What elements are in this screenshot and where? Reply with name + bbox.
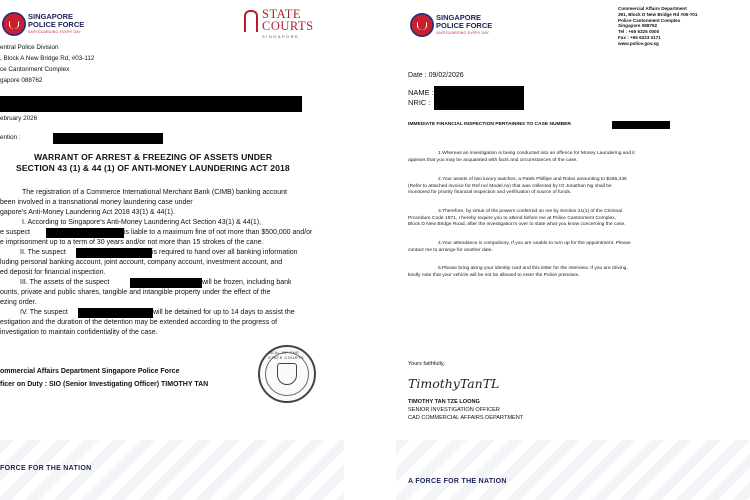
warrant-text: IV. The suspect <box>20 309 68 316</box>
nric-label: NRIC : <box>408 98 431 107</box>
closing-line: Yours faithfully, <box>408 361 445 367</box>
police-crest-icon <box>2 12 26 36</box>
force-slogan: FORCE FOR THE NATION <box>0 465 92 472</box>
letter-paragraph: 2.Your assets of two luxury watches, a Patek Phillipe and Rolex amounting to $266,435 (Refer to attached invoice for Ref.no/ Model.no) that was collected by IO Jonathan Ng shall be monitored for priority financial inspection and verification of source of funds. <box>408 177 627 195</box>
redaction-bar <box>612 121 670 129</box>
warrant-text: ed deposit for financial inspection. <box>0 269 106 276</box>
courts-arch-icon <box>244 10 258 32</box>
courts-logo-sub: SINGAPORE <box>262 34 300 39</box>
agency-tagline: SAFEGUARDING EVERY DAY <box>436 31 490 35</box>
redaction-bar <box>53 133 163 144</box>
redaction-bar <box>434 86 524 110</box>
agency-name: SINGAPORE POLICE FORCE <box>28 12 85 29</box>
warrant-text: e suspect <box>0 229 30 236</box>
warrant-text: estigation and the duration of the detention may be extended according to the progress of <box>0 319 278 326</box>
warrant-text: e imprisonment up to a term of 30 years and/or not more than 15 strokes of the cane. <box>0 239 264 246</box>
department-signoff: ommercial Affairs Department Singapore Police Force <box>0 368 180 375</box>
warrant-title: WARRANT OF ARREST & FREEZING OF ASSETS UNDER <box>34 152 273 162</box>
attention-label: ention : <box>0 134 21 141</box>
redaction-bar <box>130 278 202 288</box>
letter-subject: IMMEDIATE FINANCIAL INSPECTION PERTAINING TO CASE NUMBER <box>408 122 571 127</box>
police-crest-icon <box>410 13 434 37</box>
agency-tagline: SAFEGUARDING EVERY DAY <box>28 30 82 34</box>
warrant-text: II. The suspect <box>20 249 66 256</box>
letter-date: ebruary 2026 <box>0 115 38 122</box>
warrant-text: ounts, private and public shares, tangible and intangible property under the effect of the <box>0 289 271 296</box>
officer-on-duty: ficer on Duty : SIO (Senior Investigating Officer) TIMOTHY TAN <box>0 381 209 388</box>
warrant-text: investigation to maintain confidentiality of the case. <box>0 329 158 336</box>
sender-address-line: gapore 088762 <box>0 77 43 84</box>
warrant-letter-page <box>0 0 344 500</box>
redaction-bar <box>0 96 302 112</box>
letter-paragraph: 1.Whereas an investigation is being conducted into an offence for Money Laundering and it appears that you may be acquainted with facts and circumstances of the case. <box>408 151 635 163</box>
name-label: NAME : <box>408 88 434 97</box>
warrant-text: is required to hand over all banking information <box>152 249 298 256</box>
agency-name: SINGAPORE POLICE FORCE <box>436 13 493 30</box>
redaction-bar <box>76 248 152 258</box>
warrant-text: ezing order. <box>0 299 37 306</box>
courts-logo-title: STATE COURTS <box>262 7 314 33</box>
inspection-letter-page <box>396 0 750 500</box>
redaction-bar <box>78 308 153 318</box>
seal-text: SEAL OF THE STATE COURTS <box>268 350 305 360</box>
letter-paragraph: 4.Your attendance is compulsory. If you are unable to turn up for the appointment. Please contact me to arrange for another date. <box>408 241 631 253</box>
warrant-text: gapore's Anti-Money Laundering Act 2018 43(1) & 44(1). <box>0 209 175 216</box>
warrant-title: SECTION 43 (1) & 44 (1) OF ANTI-MONEY LAUNDERING ACT 2018 <box>16 163 290 173</box>
header-address: Commercial Affairs Department 391, Block D New Bridge Rd #06-701 Police Cantonment Complex Singapore 088762 Tel : +65 6325 0000 Fax : +65 6223 3171 www.police.gov.sg <box>618 6 698 46</box>
sender-address-line: , Block A New Bridge Rd, #03-112 <box>0 55 95 62</box>
letter-paragraph: 5.Please bring along your identity card and this letter for the interview. If you are driving, kindly note that your vehicle will be not be allowed to enter the Police premises. <box>408 266 628 278</box>
force-slogan: A FORCE FOR THE NATION <box>408 478 507 485</box>
warrant-text: The registration of a Commerce International Merchant Bank (CIMB) banking account <box>22 189 287 196</box>
sender-address-line: ce Cantonment Complex <box>0 66 70 73</box>
warrant-text: III. The assets of the suspect <box>20 279 110 286</box>
redaction-bar <box>46 228 124 238</box>
warrant-text: been involved in a transnational money laundering case under <box>0 199 193 206</box>
warrant-text: will be frozen, including bank <box>202 279 292 286</box>
seal-crest-icon <box>277 363 297 385</box>
decorative-wave <box>396 440 750 500</box>
page-gap <box>344 0 396 500</box>
state-courts-seal <box>258 345 316 403</box>
warrant-text: luding personal banking account, joint account, company account, investment account, and <box>0 259 283 266</box>
signer-block: TIMOTHY TAN TZE LOONG <box>408 399 480 405</box>
sender-address-line: entral Police Division <box>0 44 59 51</box>
signer-block: SENIOR INVESTIGATION OFFICER CAD COMMERCIAL AFFAIRS DEPARTMENT <box>408 407 524 421</box>
warrant-text: is liable to a maximum fine of not more than $500,000 and/or <box>124 229 313 236</box>
warrant-text: I. According to Singapore's Anti-Money Laundering Act Section 43(1) & 44(1), <box>22 219 262 226</box>
letter-date: Date : 09/02/2026 <box>408 72 464 79</box>
handwritten-signature: TimothyTanTL <box>408 376 500 391</box>
letter-paragraph: 3.Therefore, by virtue of the powers conferred on me by Section 21(1) of the Criminal Procedure Code 1871, I hereby require you to attend before me at Police Cantonment Complex, Block D New Bridge Road, after the investigation's over to state what you know concerning the case. <box>408 209 626 227</box>
warrant-text: will be detained for up to 14 days to assist the <box>153 309 295 316</box>
